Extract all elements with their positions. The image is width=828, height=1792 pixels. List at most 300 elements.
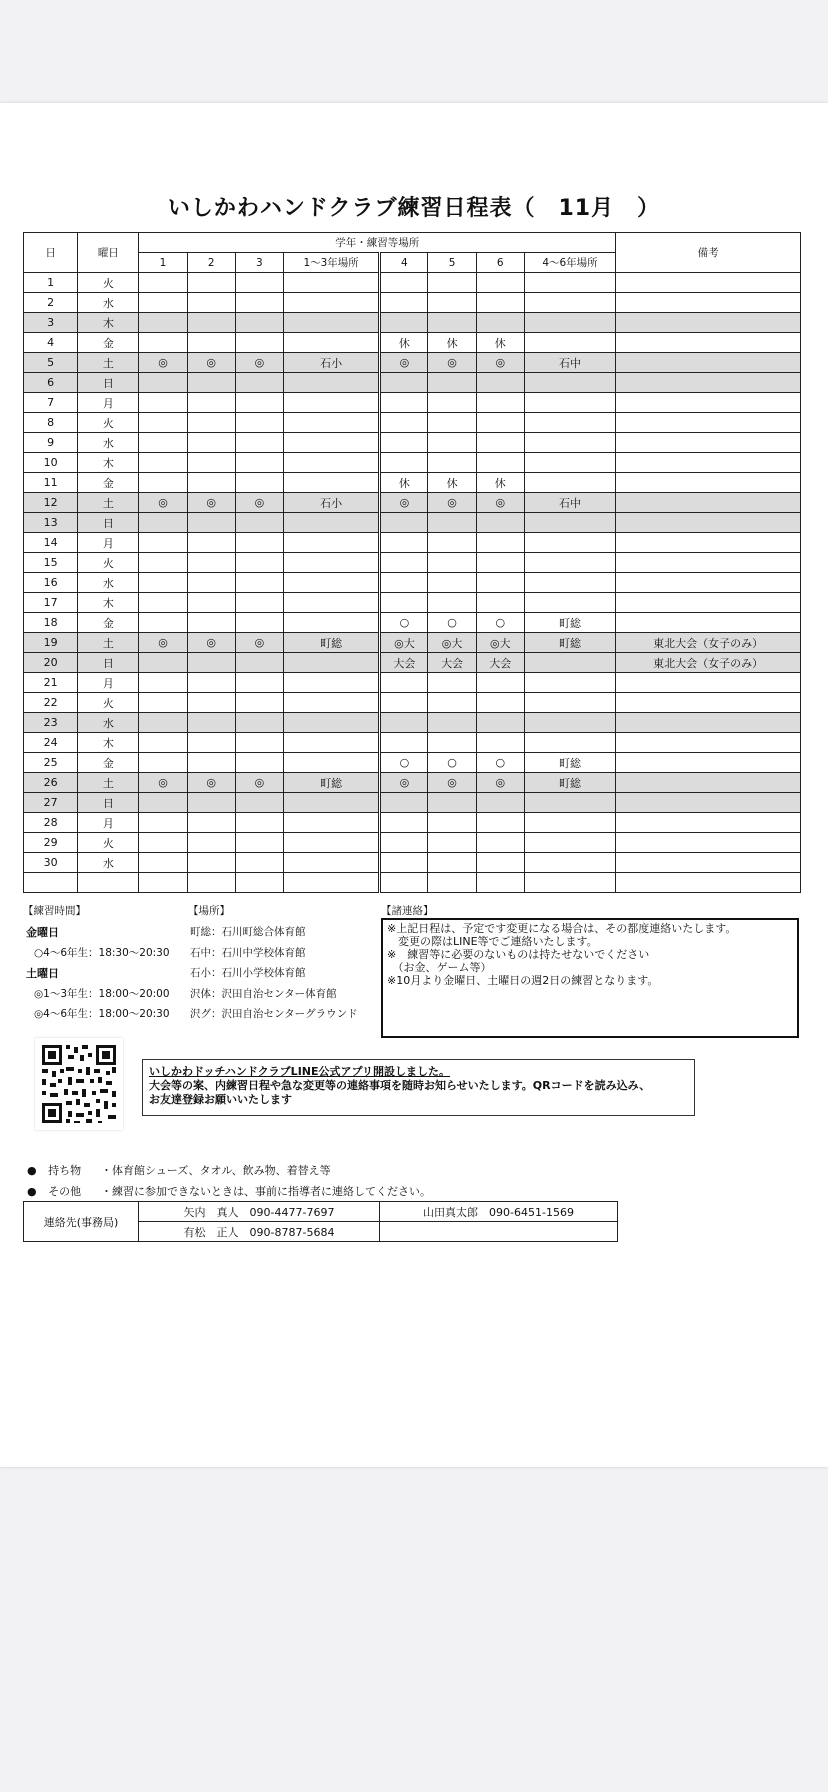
remarks-cell: 東北大会（女子のみ）: [616, 653, 801, 673]
schedule-cell: 町総: [524, 753, 615, 773]
schedule-cell: [139, 453, 187, 473]
schedule-cell: [380, 873, 428, 893]
remarks-cell: [616, 453, 801, 473]
schedule-cell: ○: [428, 613, 476, 633]
schedule-cell: [476, 393, 524, 413]
schedule-cell: [139, 553, 187, 573]
schedule-cell: [524, 313, 615, 333]
schedule-cell: [380, 853, 428, 873]
table-row: [24, 713, 801, 733]
schedule-cell: [380, 413, 428, 433]
line-notice-line: 大会等の案、内練習日程や急な変更等の連絡事項を随時お知らせいたします。QRコードを読み込み、: [149, 1079, 651, 1092]
contact-table: [23, 1201, 618, 1242]
schedule-cell: [139, 273, 187, 293]
schedule-cell: [476, 513, 524, 533]
schedule-cell: [235, 713, 283, 733]
contact-person: 矢内 真人 090-4477-7697: [139, 1202, 380, 1222]
schedule-cell: ◎: [380, 353, 428, 373]
schedule-cell: [428, 393, 476, 413]
day-cell: 17: [24, 593, 78, 613]
saturday-time-1: ◎1～3年生：18:00～20:00: [34, 988, 170, 1000]
schedule-cell: ○: [476, 613, 524, 633]
schedule-cell: [476, 453, 524, 473]
remarks-cell: [616, 293, 801, 313]
table-row: [24, 833, 801, 853]
table-row: [24, 873, 801, 893]
place-item: 石中：石川中学校体育館: [190, 947, 306, 959]
schedule-cell: ○: [380, 753, 428, 773]
table-row: [24, 733, 801, 753]
schedule-cell: 町総: [524, 613, 615, 633]
items-to-bring: [27, 1162, 331, 1178]
schedule-cell: [428, 413, 476, 433]
day-cell: 23: [24, 713, 78, 733]
notice-line: ※上記日程は、予定です変更になる場合は、その都度連絡いたします。: [387, 922, 737, 935]
schedule-cell: [139, 793, 187, 813]
schedule-cell: [428, 313, 476, 333]
schedule-cell: [283, 553, 379, 573]
remarks-cell: [616, 573, 801, 593]
schedule-cell: [283, 833, 379, 853]
schedule-cell: [283, 693, 379, 713]
remarks-cell: [616, 793, 801, 813]
schedule-cell: ◎大: [380, 633, 428, 653]
schedule-cell: ◎: [235, 773, 283, 793]
line-notice-box: [142, 1059, 695, 1116]
schedule-cell: [139, 513, 187, 533]
schedule-cell: [380, 453, 428, 473]
remarks-cell: [616, 693, 801, 713]
schedule-cell: [524, 553, 615, 573]
schedule-cell: [524, 533, 615, 553]
sub-header-cell: 4: [380, 253, 428, 273]
schedule-cell: 町総: [283, 773, 379, 793]
header-day: 日: [24, 233, 78, 273]
schedule-cell: [187, 713, 235, 733]
schedule-cell: [235, 613, 283, 633]
qr-code-image: [35, 1038, 123, 1130]
contact-empty-cell: [380, 1222, 618, 1242]
schedule-cell: [428, 833, 476, 853]
schedule-cell: [476, 553, 524, 573]
schedule-cell: [283, 413, 379, 433]
day-cell: 18: [24, 613, 78, 633]
day-cell: 26: [24, 773, 78, 793]
schedule-cell: [476, 313, 524, 333]
schedule-cell: [235, 733, 283, 753]
saturday-label: 土曜日: [26, 967, 59, 980]
weekday-cell: 火: [78, 413, 139, 433]
items-label: 持ち物: [48, 1164, 82, 1177]
schedule-cell: [428, 593, 476, 613]
weekday-cell: 土: [78, 773, 139, 793]
table-row: [24, 693, 801, 713]
schedule-cell: [380, 713, 428, 733]
weekday-cell: 水: [78, 713, 139, 733]
schedule-cell: ◎: [139, 633, 187, 653]
table-row: [24, 313, 801, 333]
schedule-cell: [380, 393, 428, 413]
schedule-cell: [187, 453, 235, 473]
schedule-cell: [139, 813, 187, 833]
remarks-cell: [616, 813, 801, 833]
schedule-cell: [139, 733, 187, 753]
schedule-cell: 休: [476, 473, 524, 493]
qr-code[interactable]: [35, 1038, 123, 1130]
weekday-cell: 水: [78, 433, 139, 453]
day-cell: 11: [24, 473, 78, 493]
schedule-cell: [235, 833, 283, 853]
day-cell: 28: [24, 813, 78, 833]
schedule-cell: [283, 333, 379, 353]
schedule-cell: [139, 673, 187, 693]
schedule-cell: [283, 573, 379, 593]
schedule-cell: [428, 513, 476, 533]
schedule-cell: 休: [380, 333, 428, 353]
table-row: [24, 773, 801, 793]
remarks-cell: 東北大会（女子のみ）: [616, 633, 801, 653]
table-row: [24, 533, 801, 553]
weekday-cell: 金: [78, 333, 139, 353]
weekday-cell: 土: [78, 493, 139, 513]
line-notice-line: いしかわドッチハンドクラブLINE公式アプリ開設しました。: [149, 1065, 451, 1078]
schedule-cell: [524, 673, 615, 693]
weekday-cell: 月: [78, 393, 139, 413]
other-text: ・練習に参加できないときは、事前に指導者に連絡してください。: [101, 1185, 431, 1198]
table-row: [24, 673, 801, 693]
schedule-cell: [476, 433, 524, 453]
schedule-cell: 休: [428, 333, 476, 353]
remarks-cell: [616, 333, 801, 353]
remarks-cell: [616, 773, 801, 793]
schedule-cell: [524, 293, 615, 313]
items-text: ・体育館シューズ、タオル、飲み物、着替え等: [101, 1164, 331, 1177]
place-item: 沢体：沢田自治センター体育館: [190, 988, 337, 1000]
schedule-cell: [187, 753, 235, 773]
table-row: [24, 613, 801, 633]
schedule-cell: [380, 593, 428, 613]
schedule-cell: [428, 453, 476, 473]
schedule-cell: [428, 733, 476, 753]
schedule-cell: ◎大: [428, 633, 476, 653]
table-row: [24, 813, 801, 833]
day-cell: 3: [24, 313, 78, 333]
schedule-cell: [524, 413, 615, 433]
weekday-cell: 日: [78, 373, 139, 393]
schedule-cell: [380, 373, 428, 393]
weekday-cell: 金: [78, 473, 139, 493]
schedule-cell: [187, 373, 235, 393]
schedule-cell: ◎: [187, 633, 235, 653]
schedule-cell: [524, 653, 615, 673]
table-row: [24, 793, 801, 813]
schedule-cell: [524, 513, 615, 533]
remarks-cell: [616, 853, 801, 873]
schedule-cell: ◎: [187, 773, 235, 793]
schedule-cell: ◎: [235, 633, 283, 653]
schedule-cell: [187, 413, 235, 433]
remarks-cell: [616, 533, 801, 553]
schedule-cell: [235, 293, 283, 313]
schedule-cell: [235, 753, 283, 773]
weekday-cell: 月: [78, 813, 139, 833]
remarks-cell: [616, 393, 801, 413]
remarks-cell: [616, 593, 801, 613]
schedule-cell: [283, 533, 379, 553]
schedule-cell: [476, 833, 524, 853]
weekday-cell: 木: [78, 313, 139, 333]
contact-person: 山田真太郎 090-6451-1569: [380, 1202, 618, 1222]
day-cell: 19: [24, 633, 78, 653]
schedule-cell: [380, 553, 428, 573]
schedule-cell: [187, 513, 235, 533]
schedule-cell: ◎: [476, 773, 524, 793]
practice-time-heading: 【練習時間】: [23, 905, 86, 917]
table-row: [24, 413, 801, 433]
schedule-cell: [139, 853, 187, 873]
table-row: [24, 493, 801, 513]
schedule-cell: [187, 333, 235, 353]
schedule-cell: [283, 313, 379, 333]
schedule-cell: [524, 433, 615, 453]
schedule-cell: [187, 393, 235, 413]
table-row: [24, 333, 801, 353]
schedule-cell: [187, 873, 235, 893]
schedule-cell: [283, 753, 379, 773]
schedule-cell: [187, 613, 235, 633]
schedule-cell: 石小: [283, 353, 379, 373]
table-row: [24, 353, 801, 373]
table-row: [24, 853, 801, 873]
schedule-cell: [524, 373, 615, 393]
day-cell: 12: [24, 493, 78, 513]
schedule-cell: [235, 453, 283, 473]
weekday-cell: 月: [78, 673, 139, 693]
schedule-cell: [380, 573, 428, 593]
schedule-cell: [476, 733, 524, 753]
schedule-cell: [524, 833, 615, 853]
line-notice-line: お友達登録お願いいたします: [149, 1093, 292, 1106]
schedule-cell: [139, 693, 187, 713]
saturday-time-2: ◎4～6年生：18:00～20:30: [34, 1008, 170, 1020]
schedule-cell: [283, 293, 379, 313]
remarks-cell: [616, 553, 801, 573]
schedule-cell: [428, 713, 476, 733]
schedule-cell: [283, 733, 379, 753]
weekday-cell: 金: [78, 613, 139, 633]
schedule-cell: [139, 653, 187, 673]
remarks-cell: [616, 613, 801, 633]
schedule-cell: [235, 393, 283, 413]
schedule-cell: [476, 273, 524, 293]
weekday-cell: 水: [78, 573, 139, 593]
remarks-cell: [616, 713, 801, 733]
schedule-cell: [283, 853, 379, 873]
weekday-cell: 土: [78, 353, 139, 373]
schedule-cell: [187, 313, 235, 333]
contact-label: 連絡先(事務局): [24, 1202, 139, 1242]
schedule-cell: [283, 873, 379, 893]
other-note: [27, 1183, 431, 1199]
schedule-cell: [139, 433, 187, 453]
schedule-cell: [187, 273, 235, 293]
schedule-cell: [235, 473, 283, 493]
schedule-cell: [380, 673, 428, 693]
schedule-cell: ◎: [235, 353, 283, 373]
schedule-cell: ◎: [139, 493, 187, 513]
schedule-cell: [139, 533, 187, 553]
sub-header-cell: 4～6年場所: [524, 253, 615, 273]
schedule-cell: [476, 713, 524, 733]
schedule-cell: [476, 373, 524, 393]
table-row: [24, 553, 801, 573]
schedule-cell: [476, 793, 524, 813]
schedule-cell: [139, 313, 187, 333]
notice-line: 変更の際はLINE等でご連絡いたします。: [387, 935, 598, 948]
notice-line: ※ 練習等に必要のないものは持たせないでください: [387, 948, 650, 961]
schedule-cell: [235, 593, 283, 613]
schedule-cell: [235, 693, 283, 713]
schedule-cell: ◎: [235, 493, 283, 513]
weekday-cell: [78, 873, 139, 893]
weekday-cell: 火: [78, 273, 139, 293]
day-cell: 25: [24, 753, 78, 773]
schedule-cell: [235, 273, 283, 293]
schedule-cell: [524, 813, 615, 833]
remarks-cell: [616, 413, 801, 433]
schedule-cell: [380, 513, 428, 533]
schedule-cell: ○: [428, 753, 476, 773]
page-title: いしかわハンドクラブ練習日程表（ 11月 ）: [167, 196, 661, 221]
schedule-cell: [139, 573, 187, 593]
schedule-cell: [187, 853, 235, 873]
schedule-cell: [524, 473, 615, 493]
schedule-cell: [235, 573, 283, 593]
weekday-cell: 木: [78, 733, 139, 753]
remarks-cell: [616, 473, 801, 493]
day-cell: 15: [24, 553, 78, 573]
schedule-cell: [476, 873, 524, 893]
schedule-cell: [139, 333, 187, 353]
schedule-cell: [428, 853, 476, 873]
day-cell: 9: [24, 433, 78, 453]
schedule-cell: [139, 613, 187, 633]
weekday-cell: 日: [78, 793, 139, 813]
schedule-cell: [524, 793, 615, 813]
friday-label: 金曜日: [26, 926, 59, 939]
schedule-cell: [380, 733, 428, 753]
schedule-cell: [235, 313, 283, 333]
remarks-cell: [616, 733, 801, 753]
schedule-cell: [524, 693, 615, 713]
schedule-cell: [283, 273, 379, 293]
day-cell: 16: [24, 573, 78, 593]
schedule-cell: [380, 273, 428, 293]
schedule-cell: 町総: [524, 773, 615, 793]
table-row: [24, 473, 801, 493]
schedule-cell: [476, 693, 524, 713]
schedule-cell: ◎: [476, 493, 524, 513]
remarks-cell: [616, 373, 801, 393]
header-grade-place: 学年・練習等場所: [139, 233, 616, 253]
schedule-cell: [235, 653, 283, 673]
schedule-cell: [235, 433, 283, 453]
schedule-cell: [428, 873, 476, 893]
remarks-cell: [616, 433, 801, 453]
day-cell: 14: [24, 533, 78, 553]
day-cell: 1: [24, 273, 78, 293]
schedule-cell: ◎: [380, 773, 428, 793]
schedule-cell: [235, 813, 283, 833]
schedule-cell: ◎: [139, 353, 187, 373]
day-cell: 20: [24, 653, 78, 673]
schedule-cell: ○: [476, 753, 524, 773]
schedule-cell: [283, 613, 379, 633]
schedule-cell: ◎: [139, 773, 187, 793]
schedule-cell: [139, 413, 187, 433]
notice-line: ※10月より金曜日、土曜日の週2日の練習となります。: [387, 974, 659, 987]
header-remarks: 備考: [616, 233, 801, 273]
day-cell: 21: [24, 673, 78, 693]
contact-person: 有松 正人 090-8787-5684: [139, 1222, 380, 1242]
table-row: [24, 753, 801, 773]
schedule-cell: [524, 333, 615, 353]
notices-heading: 【諸連絡】: [381, 905, 434, 917]
sub-header-cell: 1～3年場所: [283, 253, 379, 273]
day-cell: 13: [24, 513, 78, 533]
schedule-cell: [428, 533, 476, 553]
schedule-cell: ◎: [476, 353, 524, 373]
schedule-cell: [428, 793, 476, 813]
schedule-cell: 大会: [476, 653, 524, 673]
sub-header-cell: 5: [428, 253, 476, 273]
day-cell: 6: [24, 373, 78, 393]
schedule-cell: [139, 833, 187, 853]
table-row: [24, 433, 801, 453]
schedule-cell: 石小: [283, 493, 379, 513]
weekday-cell: 火: [78, 553, 139, 573]
schedule-cell: [235, 533, 283, 553]
weekday-cell: 火: [78, 833, 139, 853]
weekday-cell: 日: [78, 513, 139, 533]
other-label: その他: [48, 1185, 82, 1198]
schedule-cell: [235, 853, 283, 873]
weekday-cell: 月: [78, 533, 139, 553]
weekday-cell: 土: [78, 633, 139, 653]
weekday-cell: 木: [78, 453, 139, 473]
schedule-table: [23, 232, 801, 893]
table-row: [24, 293, 801, 313]
schedule-cell: [476, 673, 524, 693]
day-cell: [24, 873, 78, 893]
schedule-cell: [380, 433, 428, 453]
remarks-cell: [616, 353, 801, 373]
sub-header-cell: 3: [235, 253, 283, 273]
schedule-cell: [428, 673, 476, 693]
schedule-cell: [187, 593, 235, 613]
schedule-cell: [187, 433, 235, 453]
schedule-cell: [428, 433, 476, 453]
day-cell: 30: [24, 853, 78, 873]
schedule-cell: [235, 513, 283, 533]
schedule-cell: [283, 433, 379, 453]
table-row: [24, 393, 801, 413]
schedule-cell: [187, 473, 235, 493]
schedule-cell: [428, 693, 476, 713]
schedule-cell: [524, 593, 615, 613]
sub-header-cell: 1: [139, 253, 187, 273]
schedule-cell: [380, 533, 428, 553]
